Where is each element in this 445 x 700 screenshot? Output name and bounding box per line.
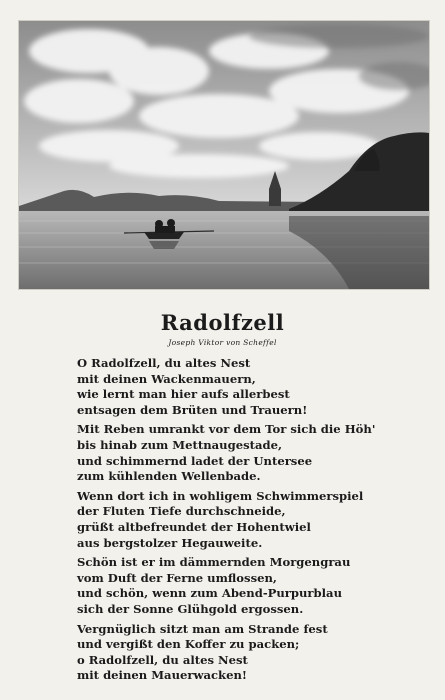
poem-line: mit deinen Mauerwacken! xyxy=(77,668,247,683)
poem-line: Wenn dort ich in wohligem Schwimmerspiel xyxy=(77,488,364,503)
poem-line: und schön, wenn zum Abend-Purpurblau xyxy=(77,586,342,601)
poem-line: grüßt altbefreundet der Hohentwiel xyxy=(77,519,311,534)
poem-line: bis hinab zum Mettnaugestade, xyxy=(77,437,282,452)
poem-line: und schimmernd ladet der Untersee xyxy=(77,453,313,468)
stanza xyxy=(77,555,417,617)
poem-line: wie lernt man hier aufs allerbest xyxy=(77,387,290,402)
poem-author: Joseph Viktor von Scheffel xyxy=(168,338,277,347)
stanza xyxy=(77,422,417,484)
poem-line: Vergnüglich sitzt man am Strande fest xyxy=(77,621,328,636)
poem-line: entsagen dem Brüten und Trauern! xyxy=(77,402,308,417)
poem-line: o Radolfzell, du altes Nest xyxy=(77,652,248,667)
poem-line: zum kühlenden Wellenbade. xyxy=(77,469,261,484)
poem-line: aus bergstolzer Hegauweite. xyxy=(77,535,263,550)
poem-line: mit deinen Wackenmauern, xyxy=(77,371,256,386)
lake-scene-image xyxy=(19,21,429,289)
lake-photo xyxy=(18,20,430,290)
poem-line: und vergißt den Koffer zu packen; xyxy=(77,637,300,652)
poem-title: Radolfzell xyxy=(160,310,285,335)
poem-text xyxy=(77,356,417,688)
poem-line: vom Duft der Ferne umflossen, xyxy=(77,570,277,585)
stanza xyxy=(77,356,417,418)
stanza xyxy=(77,622,417,684)
poem-line: O Radolfzell, du altes Nest xyxy=(77,356,251,370)
stanza xyxy=(77,489,417,551)
poem-line: Schön ist er im dämmernden Morgengrau xyxy=(77,555,351,570)
poem-line: Mit Reben umrankt vor dem Tor sich die Höh' xyxy=(77,422,376,437)
poem-line: der Fluten Tiefe durchschneide, xyxy=(77,504,286,519)
poem-line: sich der Sonne Glühgold ergossen. xyxy=(77,601,304,616)
